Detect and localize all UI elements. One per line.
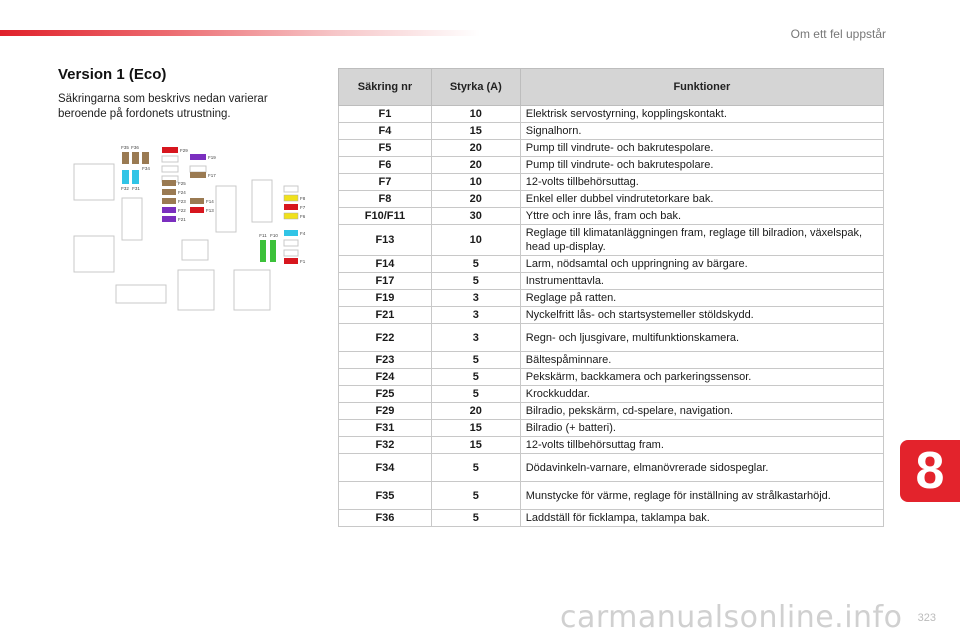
function-cell: Pump till vindrute- och bakrutespolare. xyxy=(520,140,883,157)
diagram-label-f19: F19 xyxy=(208,155,216,160)
function-cell: Laddställ för ficklampa, taklampa bak. xyxy=(520,510,883,527)
function-cell: Pekskärm, backkamera och parkeringssensor. xyxy=(520,369,883,386)
fuse-f29 xyxy=(162,147,188,153)
table-row xyxy=(339,420,884,437)
header-accent-bar xyxy=(0,30,480,36)
diagram-label-f4: F4 xyxy=(300,231,306,236)
fuse-f25 xyxy=(162,180,186,186)
column-header-fuse: Säkring nr xyxy=(339,69,432,106)
fuse-f14 xyxy=(190,198,214,204)
fuse-cell: F14 xyxy=(339,256,432,273)
fuse-cell: F10/F11 xyxy=(339,208,432,225)
function-cell: Instrumenttavla. xyxy=(520,273,883,290)
amp-cell: 5 xyxy=(431,352,520,369)
diagram-label-f8: F8 xyxy=(300,196,306,201)
amp-cell: 3 xyxy=(431,307,520,324)
fuse-f24 xyxy=(162,189,186,195)
fuse-f6 xyxy=(284,213,306,219)
amp-cell: 15 xyxy=(431,123,520,140)
fuse-f10 xyxy=(270,233,278,262)
fuse-cell: F32 xyxy=(339,437,432,454)
table-row xyxy=(339,324,884,352)
table-row xyxy=(339,437,884,454)
table-row xyxy=(339,208,884,225)
diagram-slot xyxy=(162,156,178,162)
function-cell: Reglage på ratten. xyxy=(520,290,883,307)
fuse-cell: F36 xyxy=(339,510,432,527)
table-row xyxy=(339,225,884,256)
amp-cell: 3 xyxy=(431,324,520,352)
function-cell: Regn- och ljusgivare, multifunktionskamera. xyxy=(520,324,883,352)
fuse-f23 xyxy=(162,198,186,204)
table-row xyxy=(339,140,884,157)
diagram-label-f36: F36 xyxy=(131,145,139,150)
column-header-amp: Styrka (A) xyxy=(431,69,520,106)
amp-cell: 15 xyxy=(431,437,520,454)
diagram-label-f7: F7 xyxy=(300,205,306,210)
table-row xyxy=(339,123,884,140)
fuse-f22 xyxy=(162,207,186,213)
table-header-row xyxy=(339,69,884,106)
amp-cell: 5 xyxy=(431,369,520,386)
diagram-label-f29: F29 xyxy=(180,148,188,153)
amp-cell: 10 xyxy=(431,225,520,256)
diagram-label-f11: F11 xyxy=(259,233,267,238)
fuse-cell: F23 xyxy=(339,352,432,369)
fuse-cell: F29 xyxy=(339,403,432,420)
diagram-label-f31: F31 xyxy=(132,186,140,191)
diagram-slot xyxy=(162,166,178,172)
diagram-label-f35: F35 xyxy=(121,145,129,150)
amp-cell: 20 xyxy=(431,140,520,157)
fuse-cell: F31 xyxy=(339,420,432,437)
table-row xyxy=(339,106,884,123)
diagram-label-f14: F14 xyxy=(206,199,214,204)
fuse-cell: F24 xyxy=(339,369,432,386)
diagram-slot xyxy=(178,270,214,310)
table-row xyxy=(339,157,884,174)
table-row xyxy=(339,510,884,527)
chapter-tab: 8 xyxy=(900,440,960,502)
fuse-f31 xyxy=(132,170,140,191)
diagram-label-f32: F32 xyxy=(121,186,129,191)
fuse-f34 xyxy=(142,152,150,171)
diagram-label-f6: F6 xyxy=(300,214,306,219)
table-row xyxy=(339,174,884,191)
function-cell: Krockkuddar. xyxy=(520,386,883,403)
chapter-header-title: Om ett fel uppstår xyxy=(790,27,886,41)
table-row xyxy=(339,191,884,208)
amp-cell: 5 xyxy=(431,256,520,273)
diagram-label-f25: F25 xyxy=(178,181,186,186)
fuse-cell: F25 xyxy=(339,386,432,403)
page-number: 323 xyxy=(917,612,936,624)
fuse-cell: F6 xyxy=(339,157,432,174)
diagram-label-f23: F23 xyxy=(178,199,186,204)
fuse-f13 xyxy=(190,207,214,213)
diagram-slot xyxy=(74,164,114,200)
section-intro: Säkringarna som beskrivs nedan varierar beroende på fordonets utrustning. xyxy=(58,93,268,120)
function-cell: Bilradio (+ batteri). xyxy=(520,420,883,437)
fuse-cell: F5 xyxy=(339,140,432,157)
fuse-f1 xyxy=(284,258,306,264)
diagram-slot xyxy=(284,250,298,256)
amp-cell: 10 xyxy=(431,174,520,191)
function-cell: Reglage till klimatanläggningen fram, reglage till bilradion, växelspak, head up-display. xyxy=(520,225,883,256)
diagram-label-f1: F1 xyxy=(300,259,306,264)
table-row xyxy=(339,352,884,369)
function-cell: Elektrisk servostyrning, kopplingskontakt. xyxy=(520,106,883,123)
column-header-functions: Funktioner xyxy=(520,69,883,106)
amp-cell: 5 xyxy=(431,386,520,403)
fuse-cell: F21 xyxy=(339,307,432,324)
fuse-f7 xyxy=(284,204,306,210)
function-cell: 12-volts tillbehörsuttag fram. xyxy=(520,437,883,454)
function-cell: Yttre och inre lås, fram och bak. xyxy=(520,208,883,225)
function-cell: Enkel eller dubbel vindrutetorkare bak. xyxy=(520,191,883,208)
fuse-cell: F13 xyxy=(339,225,432,256)
function-cell: Nyckelfritt lås- och startsystemeller stöldskydd. xyxy=(520,307,883,324)
amp-cell: 3 xyxy=(431,290,520,307)
fuse-cell: F35 xyxy=(339,482,432,510)
diagram-slot xyxy=(116,285,166,303)
diagram-slot xyxy=(74,236,114,272)
table-row xyxy=(339,256,884,273)
fuse-f19 xyxy=(190,154,216,160)
fuse-cell: F8 xyxy=(339,191,432,208)
amp-cell: 5 xyxy=(431,510,520,527)
fuse-cell: F7 xyxy=(339,174,432,191)
table-row xyxy=(339,454,884,482)
section-title: Version 1 (Eco) xyxy=(58,66,167,83)
amp-cell: 30 xyxy=(431,208,520,225)
table-row xyxy=(339,403,884,420)
fuse-cell: F34 xyxy=(339,454,432,482)
diagram-label-f21: F21 xyxy=(178,217,186,222)
table-row xyxy=(339,290,884,307)
diagram-label-f24: F24 xyxy=(178,190,186,195)
fuse-cell: F17 xyxy=(339,273,432,290)
fuse-cell: F4 xyxy=(339,123,432,140)
function-cell: Larm, nödsamtal och uppringning av bärgare. xyxy=(520,256,883,273)
fuse-f11 xyxy=(259,233,267,262)
fuse-f21 xyxy=(162,216,186,222)
watermark: carmanualsonline.info xyxy=(560,600,903,635)
diagram-slot xyxy=(216,186,236,232)
diagram-slot xyxy=(284,186,298,192)
diagram-label-f10: F10 xyxy=(270,233,278,238)
diagram-slot xyxy=(122,198,142,240)
amp-cell: 20 xyxy=(431,403,520,420)
fuse-cell: F1 xyxy=(339,106,432,123)
function-cell: Bältespåminnare. xyxy=(520,352,883,369)
function-cell: 12-volts tillbehörsuttag. xyxy=(520,174,883,191)
diagram-slot xyxy=(234,270,270,310)
diagram-slot xyxy=(182,240,208,260)
fuse-box-diagram xyxy=(66,140,316,320)
fuse-cell: F19 xyxy=(339,290,432,307)
amp-cell: 20 xyxy=(431,157,520,174)
table-row xyxy=(339,386,884,403)
function-cell: Dödavinkeln-varnare, elmanövrerade sidospeglar. xyxy=(520,454,883,482)
amp-cell: 5 xyxy=(431,273,520,290)
amp-cell: 5 xyxy=(431,482,520,510)
fuse-cell: F22 xyxy=(339,324,432,352)
fuse-f35 xyxy=(121,145,129,164)
function-cell: Bilradio, pekskärm, cd-spelare, navigation. xyxy=(520,403,883,420)
amp-cell: 20 xyxy=(431,191,520,208)
diagram-label-f34: F34 xyxy=(142,166,150,171)
fuse-f36 xyxy=(131,145,139,164)
function-cell: Signalhorn. xyxy=(520,123,883,140)
fuse-f17 xyxy=(190,172,216,178)
diagram-label-f22: F22 xyxy=(178,208,186,213)
function-cell: Pump till vindrute- och bakrutespolare. xyxy=(520,157,883,174)
fuse-f8 xyxy=(284,195,306,201)
table-row xyxy=(339,273,884,290)
fuse-f4 xyxy=(284,230,306,236)
table-row xyxy=(339,307,884,324)
table-row xyxy=(339,482,884,510)
amp-cell: 5 xyxy=(431,454,520,482)
table-row xyxy=(339,369,884,386)
fuse-f32 xyxy=(121,170,129,191)
diagram-label-f17: F17 xyxy=(208,173,216,178)
fuse-table xyxy=(338,68,884,527)
function-cell: Munstycke för värme, reglage för inställning av strålkastarhöjd. xyxy=(520,482,883,510)
amp-cell: 10 xyxy=(431,106,520,123)
diagram-label-f13: F13 xyxy=(206,208,214,213)
diagram-slot xyxy=(190,166,206,172)
diagram-slot xyxy=(284,240,298,246)
diagram-slot xyxy=(252,180,272,222)
amp-cell: 15 xyxy=(431,420,520,437)
